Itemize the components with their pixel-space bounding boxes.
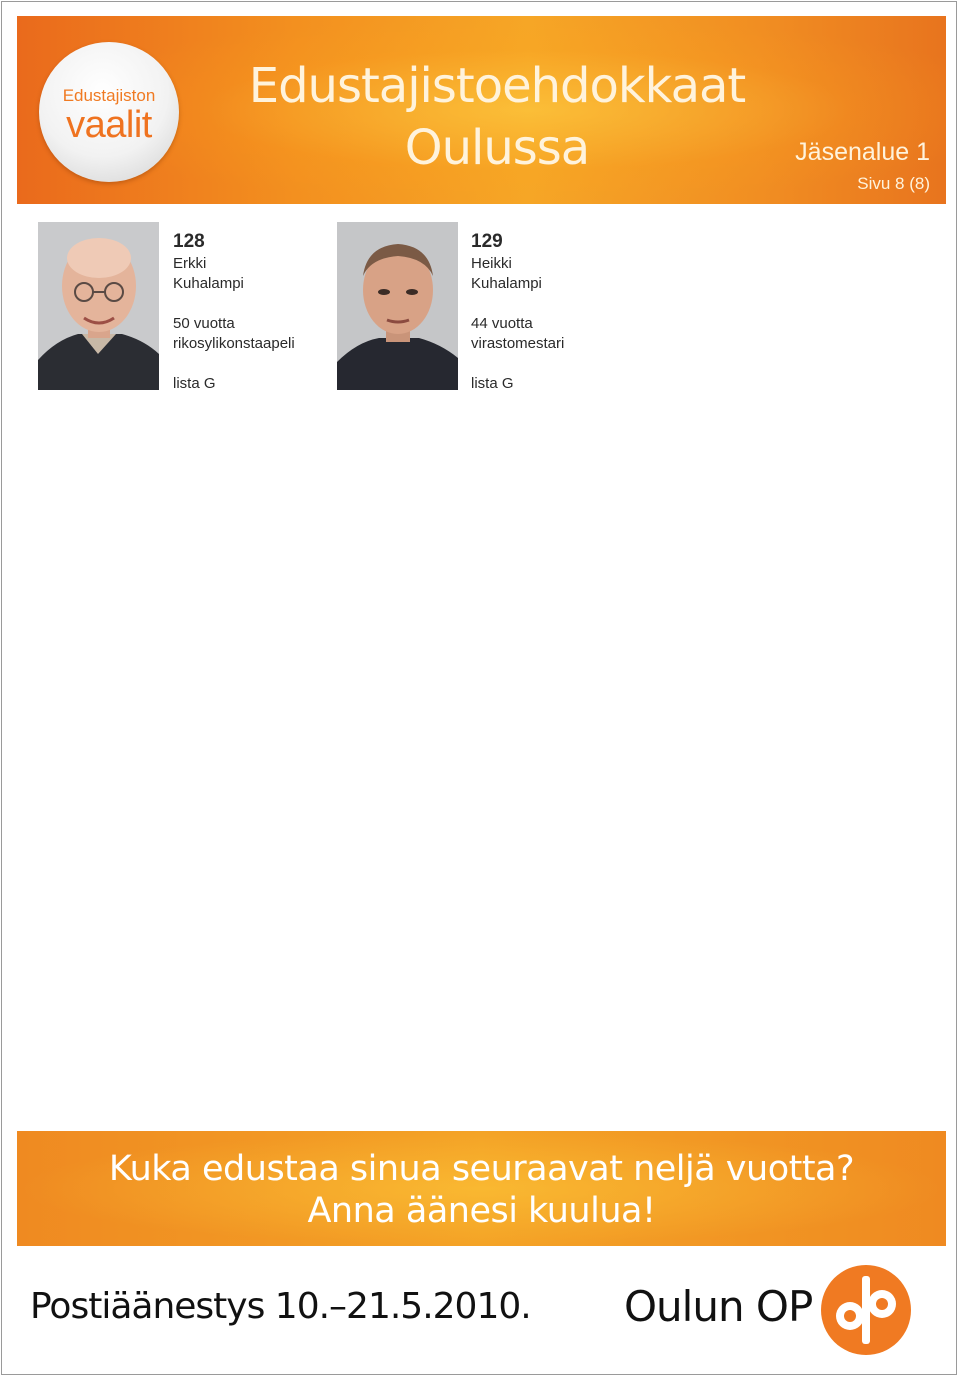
- op-logo-icon: [820, 1264, 912, 1356]
- candidate-first-name: Erkki: [173, 255, 207, 272]
- postal-vote-dates: Postiäänestys 10.–21.5.2010.: [30, 1286, 531, 1327]
- slogan-line2: Anna äänesi kuulua!: [307, 1191, 656, 1231]
- candidate-list: lista G: [173, 375, 216, 392]
- candidate-photo: [38, 222, 159, 390]
- candidate-age: 50 vuotta: [173, 315, 235, 332]
- page-title-line2: Oulussa: [404, 120, 590, 176]
- candidate-info: [173, 230, 295, 394]
- candidate-age: 44 vuotta: [471, 315, 533, 332]
- candidate-number: 129: [471, 231, 503, 252]
- candidate-profession: virastomestari: [471, 335, 565, 352]
- candidate-profession: rikosylikonstaapeli: [173, 335, 295, 352]
- member-area-label: Jäsenalue 1: [795, 138, 930, 166]
- header-banner: [17, 16, 946, 204]
- page-number: Sivu 8 (8): [857, 174, 930, 193]
- election-logo: [39, 42, 179, 182]
- slogan-banner: [17, 1131, 946, 1246]
- slogan-line1: Kuka edustaa sinua seuraavat neljä vuotta?: [108, 1149, 855, 1189]
- candidate-list: lista G: [471, 375, 514, 392]
- candidate-first-name: Heikki: [471, 255, 512, 272]
- person-portrait-icon: [337, 222, 458, 390]
- candidate-last-name: Kuhalampi: [471, 275, 542, 292]
- candidate-info: [471, 230, 564, 394]
- page-title-line1: Edustajistoehdokkaat: [248, 58, 746, 114]
- logo-text-line1: Edustajiston: [62, 86, 156, 105]
- person-portrait-icon: [38, 222, 159, 390]
- logo-text-line2: vaalit: [66, 104, 152, 146]
- candidate-number: 128: [173, 231, 205, 252]
- candidate-last-name: Kuhalampi: [173, 275, 244, 292]
- bank-name: Oulun OP: [624, 1282, 813, 1331]
- candidate-photo: [337, 222, 458, 390]
